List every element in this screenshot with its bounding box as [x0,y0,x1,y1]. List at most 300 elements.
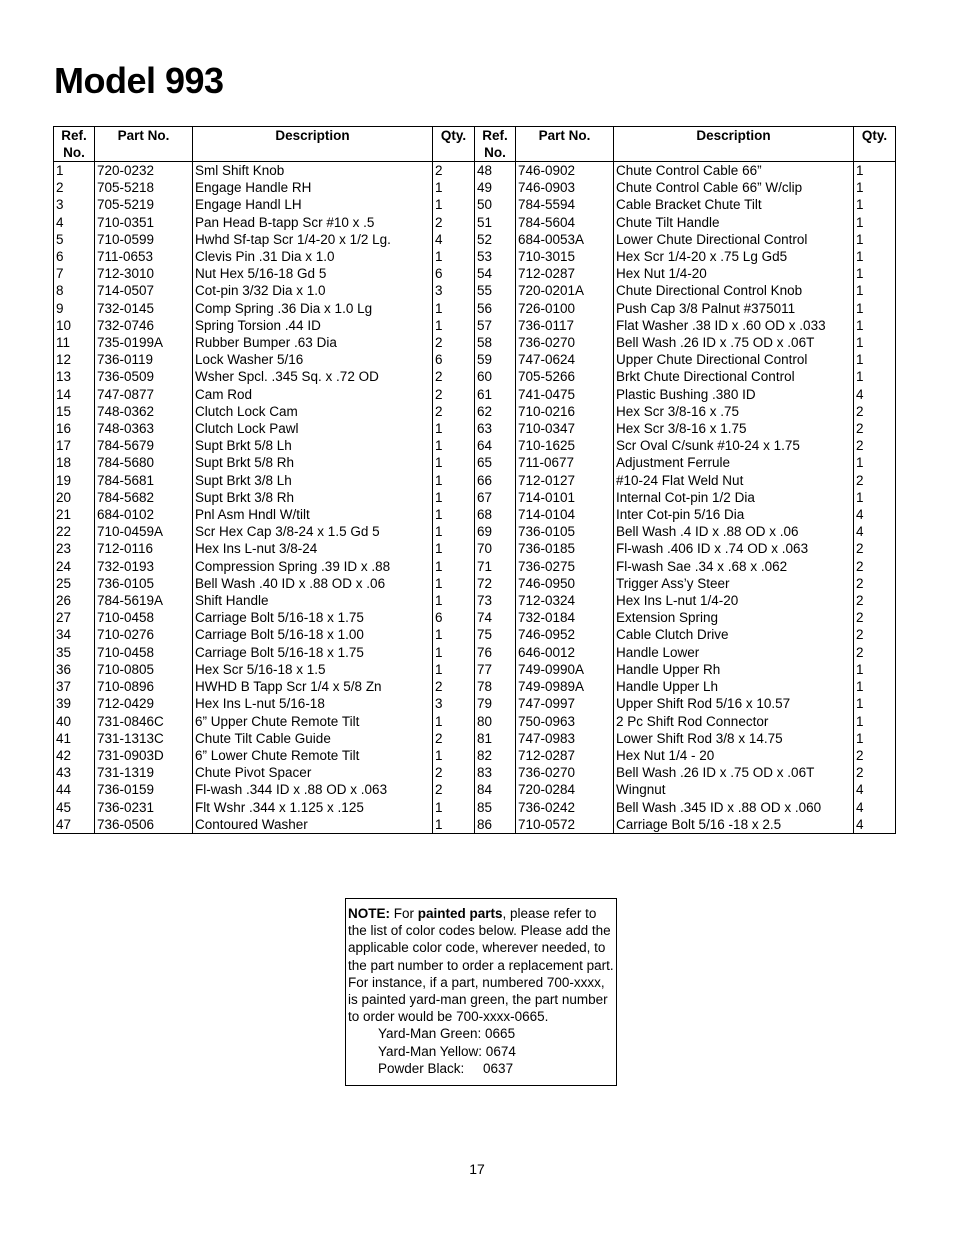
qty-cell: 1 [854,265,896,282]
description-cell: Supt Brkt 5/8 Lh [193,437,433,454]
part-no-cell: 784-5682 [95,489,193,506]
description-cell: Engage Handle RH [193,179,433,196]
qty-cell: 3 [433,695,475,712]
description-cell: Chute Control Cable 66” W/clip [614,179,854,196]
qty-cell: 4 [854,386,896,403]
qty-cell: 1 [433,713,475,730]
description-cell: Plastic Bushing .380 ID [614,386,854,403]
description-cell: Internal Cot-pin 1/2 Dia [614,489,854,506]
table-row [54,351,896,368]
qty-cell: 3 [433,282,475,299]
qty-cell: 1 [854,317,896,334]
qty-cell: 1 [854,368,896,385]
table-row [54,420,896,437]
description-cell: #10-24 Flat Weld Nut [614,472,854,489]
description-cell: Supt Brkt 5/8 Rh [193,454,433,471]
qty-cell: 1 [433,540,475,557]
qty-cell: 1 [433,454,475,471]
qty-cell: 2 [854,764,896,781]
part-no-cell: 749-0990A [516,661,614,678]
part-no-cell: 736-0105 [516,523,614,540]
description-cell: Wsher Spcl. .345 Sq. x .72 OD [193,368,433,385]
table-row [54,282,896,299]
ref-no-cell: 25 [54,575,95,592]
qty-cell: 1 [433,661,475,678]
table-row [54,644,896,661]
description-cell: Lower Chute Directional Control [614,231,854,248]
description-cell: Handle Lower [614,644,854,661]
description-cell: Hex Scr 3/8-16 x .75 [614,403,854,420]
part-no-cell: 710-0458 [95,609,193,626]
part-no-cell: 784-5679 [95,437,193,454]
description-cell: Hwhd Sf-tap Scr 1/4-20 x 1/2 Lg. [193,231,433,248]
description-cell: Clevis Pin .31 Dia x 1.0 [193,248,433,265]
ref-no-cell: 39 [54,695,95,712]
part-no-cell: 732-0184 [516,609,614,626]
ref-no-cell: 55 [475,282,516,299]
description-cell: Carriage Bolt 5/16-18 x 1.75 [193,609,433,626]
part-no-cell: 749-0989A [516,678,614,695]
note-bold-phrase: painted parts [417,906,503,921]
part-no-cell: 731-0903D [95,747,193,764]
part-no-cell: 736-0159 [95,781,193,798]
ref-no-cell: 4 [54,214,95,231]
description-cell: Rubber Bumper .63 Dia [193,334,433,351]
part-no-cell: 736-0119 [95,351,193,368]
part-no-cell: 746-0902 [516,162,614,180]
ref-no-cell: 57 [475,317,516,334]
ref-no-cell: 5 [54,231,95,248]
qty-cell: 2 [854,403,896,420]
part-no-cell: 735-0199A [95,334,193,351]
ref-no-cell: 43 [54,764,95,781]
qty-cell: 2 [433,678,475,695]
table-row [54,300,896,317]
description-cell: Spring Torsion .44 ID [193,317,433,334]
description-cell: Flat Washer .38 ID x .60 OD x .033 [614,317,854,334]
qty-cell: 1 [854,248,896,265]
qty-cell: 2 [854,540,896,557]
qty-cell: 1 [433,420,475,437]
part-no-cell: 748-0363 [95,420,193,437]
ref-no-cell: 64 [475,437,516,454]
ref-no-cell: 10 [54,317,95,334]
ref-no-cell: 74 [475,609,516,626]
description-cell: Clutch Lock Cam [193,403,433,420]
ref-no-cell: 81 [475,730,516,747]
ref-no-cell: 83 [475,764,516,781]
ref-no-cell: 72 [475,575,516,592]
ref-no-cell: 69 [475,523,516,540]
ref-no-cell: 50 [475,196,516,213]
part-no-cell: 714-0101 [516,489,614,506]
ref-no-cell: 6 [54,248,95,265]
description-cell: Cable Bracket Chute Tilt [614,196,854,213]
qty-cell: 1 [433,437,475,454]
table-row [54,816,896,834]
ref-no-cell: 70 [475,540,516,557]
qty-cell: 2 [433,730,475,747]
description-cell: Sml Shift Knob [193,162,433,180]
table-header-row [54,127,896,162]
part-no-cell: 747-0877 [95,386,193,403]
ref-no-cell: 71 [475,558,516,575]
note-lead: For [390,906,418,921]
part-no-cell: 720-0201A [516,282,614,299]
header-qty: Qty. [433,127,475,162]
description-cell: Hex Ins L-nut 3/8-24 [193,540,433,557]
ref-no-cell: 23 [54,540,95,557]
description-cell: Pan Head B-tapp Scr #10 x .5 [193,214,433,231]
part-no-cell: 710-0459A [95,523,193,540]
description-cell: Adjustment Ferrule [614,454,854,471]
part-no-cell: 720-0232 [95,162,193,180]
description-cell: Shift Handle [193,592,433,609]
description-cell: Hex Scr 5/16-18 x 1.5 [193,661,433,678]
table-row [54,334,896,351]
part-no-cell: 712-0324 [516,592,614,609]
description-cell: Bell Wash .345 ID x .88 OD x .060 [614,799,854,816]
qty-cell: 1 [433,317,475,334]
ref-no-cell: 3 [54,196,95,213]
ref-no-cell: 77 [475,661,516,678]
description-cell: Fl-wash .406 ID x .74 OD x .063 [614,540,854,557]
ref-no-cell: 1 [54,162,95,180]
part-no-cell: 710-0599 [95,231,193,248]
part-no-cell: 684-0102 [95,506,193,523]
part-no-cell: 720-0284 [516,781,614,798]
qty-cell: 1 [433,558,475,575]
ref-no-cell: 16 [54,420,95,437]
description-cell: Contoured Washer [193,816,433,834]
part-no-cell: 712-0287 [516,747,614,764]
ref-no-cell: 65 [475,454,516,471]
ref-no-cell: 51 [475,214,516,231]
qty-cell: 2 [854,575,896,592]
qty-cell: 1 [854,162,896,180]
qty-cell: 1 [854,713,896,730]
table-row [54,179,896,196]
qty-cell: 1 [854,454,896,471]
description-cell: Handle Upper Rh [614,661,854,678]
table-row [54,489,896,506]
part-no-cell: 731-0846C [95,713,193,730]
ref-no-cell: 84 [475,781,516,798]
description-cell: 6” Upper Chute Remote Tilt [193,713,433,730]
ref-no-cell: 54 [475,265,516,282]
part-no-cell: 784-5619A [95,592,193,609]
painted-parts-note [345,898,617,1086]
description-cell: Lock Washer 5/16 [193,351,433,368]
header-qty: Qty. [854,127,896,162]
qty-cell: 1 [433,523,475,540]
parts-table [53,126,896,834]
ref-no-cell: 35 [54,644,95,661]
description-cell: Chute Control Cable 66” [614,162,854,180]
qty-cell: 1 [433,300,475,317]
table-row [54,196,896,213]
part-no-cell: 784-5594 [516,196,614,213]
qty-cell: 1 [854,489,896,506]
description-cell: Clutch Lock Pawl [193,420,433,437]
color-code-green: Yard-Man Green: 0665 [378,1026,516,1042]
qty-cell: 1 [433,575,475,592]
table-row [54,781,896,798]
part-no-cell: 736-0275 [516,558,614,575]
table-row [54,214,896,231]
qty-cell: 4 [433,231,475,248]
part-no-cell: 712-0429 [95,695,193,712]
qty-cell: 2 [433,214,475,231]
ref-no-cell: 59 [475,351,516,368]
part-no-cell: 736-0270 [516,334,614,351]
part-no-cell: 747-0624 [516,351,614,368]
ref-no-cell: 78 [475,678,516,695]
qty-cell: 6 [433,351,475,368]
part-no-cell: 736-0509 [95,368,193,385]
qty-cell: 1 [854,661,896,678]
qty-cell: 1 [433,816,475,834]
ref-no-cell: 7 [54,265,95,282]
qty-cell: 1 [433,592,475,609]
part-no-cell: 710-0276 [95,626,193,643]
table-row [54,713,896,730]
part-no-cell: 712-3010 [95,265,193,282]
description-cell: Nut Hex 5/16-18 Gd 5 [193,265,433,282]
ref-no-cell: 60 [475,368,516,385]
description-cell: Handle Upper Lh [614,678,854,695]
description-cell: Bell Wash .26 ID x .75 OD x .06T [614,764,854,781]
ref-no-cell: 44 [54,781,95,798]
qty-cell: 1 [433,626,475,643]
part-no-cell: 732-0746 [95,317,193,334]
description-cell: Fl-wash .344 ID x .88 OD x .063 [193,781,433,798]
part-no-cell: 741-0475 [516,386,614,403]
ref-no-cell: 45 [54,799,95,816]
description-cell: Chute Directional Control Knob [614,282,854,299]
header-ref-no: Ref. No. [54,127,95,162]
qty-cell: 6 [433,609,475,626]
description-cell: Fl-wash Sae .34 x .68 x .062 [614,558,854,575]
ref-no-cell: 42 [54,747,95,764]
ref-no-cell: 68 [475,506,516,523]
ref-no-cell: 58 [475,334,516,351]
description-cell: Compression Spring .39 ID x .88 [193,558,433,575]
description-cell: Chute Tilt Cable Guide [193,730,433,747]
description-cell: Scr Oval C/sunk #10-24 x 1.75 [614,437,854,454]
qty-cell: 1 [854,351,896,368]
description-cell: Bell Wash .26 ID x .75 OD x .06T [614,334,854,351]
qty-cell: 4 [854,816,896,834]
ref-no-cell: 26 [54,592,95,609]
ref-no-cell: 48 [475,162,516,180]
part-no-cell: 712-0116 [95,540,193,557]
qty-cell: 1 [854,334,896,351]
qty-cell: 6 [433,265,475,282]
qty-cell: 2 [433,386,475,403]
ref-no-cell: 15 [54,403,95,420]
part-no-cell: 736-0105 [95,575,193,592]
part-no-cell: 732-0145 [95,300,193,317]
part-no-cell: 747-0997 [516,695,614,712]
description-cell: Hex Ins L-nut 1/4-20 [614,592,854,609]
table-row [54,386,896,403]
description-cell: Bell Wash .4 ID x .88 OD x .06 [614,523,854,540]
ref-no-cell: 41 [54,730,95,747]
table-row [54,472,896,489]
ref-no-cell: 63 [475,420,516,437]
qty-cell: 1 [854,678,896,695]
ref-no-cell: 73 [475,592,516,609]
part-no-cell: 684-0053A [516,231,614,248]
table-row [54,317,896,334]
qty-cell: 2 [854,437,896,454]
qty-cell: 1 [433,179,475,196]
qty-cell: 1 [854,214,896,231]
qty-cell: 1 [854,730,896,747]
part-no-cell: 726-0100 [516,300,614,317]
qty-cell: 4 [854,781,896,798]
table-row [54,695,896,712]
part-no-cell: 736-0506 [95,816,193,834]
table-row [54,558,896,575]
qty-cell: 2 [433,162,475,180]
ref-no-cell: 2 [54,179,95,196]
part-no-cell: 746-0903 [516,179,614,196]
description-cell: Cot-pin 3/32 Dia x 1.0 [193,282,433,299]
qty-cell: 2 [854,747,896,764]
description-cell: Carriage Bolt 5/16 -18 x 2.5 [614,816,854,834]
description-cell: Supt Brkt 3/8 Rh [193,489,433,506]
description-cell: Comp Spring .36 Dia x 1.0 Lg [193,300,433,317]
description-cell: Hex Ins L-nut 5/16-18 [193,695,433,712]
qty-cell: 2 [854,592,896,609]
description-cell: Wingnut [614,781,854,798]
part-no-cell: 747-0983 [516,730,614,747]
description-cell: Brkt Chute Directional Control [614,368,854,385]
part-no-cell: 705-5266 [516,368,614,385]
part-no-cell: 710-3015 [516,248,614,265]
ref-no-cell: 13 [54,368,95,385]
part-no-cell: 784-5680 [95,454,193,471]
table-row [54,747,896,764]
part-no-cell: 731-1313C [95,730,193,747]
part-no-cell: 711-0677 [516,454,614,471]
part-no-cell: 710-1625 [516,437,614,454]
part-no-cell: 646-0012 [516,644,614,661]
ref-no-cell: 18 [54,454,95,471]
description-cell: 6” Lower Chute Remote Tilt [193,747,433,764]
description-cell: Inter Cot-pin 5/16 Dia [614,506,854,523]
ref-no-cell: 62 [475,403,516,420]
ref-no-cell: 14 [54,386,95,403]
description-cell: Lower Shift Rod 3/8 x 14.75 [614,730,854,747]
page-title: Model 993 [54,60,224,101]
qty-cell: 1 [854,179,896,196]
table-row [54,265,896,282]
qty-cell: 2 [854,558,896,575]
page-number: 17 [469,1161,485,1177]
table-row [54,506,896,523]
ref-no-cell: 53 [475,248,516,265]
qty-cell: 1 [433,472,475,489]
qty-cell: 1 [854,282,896,299]
header-part-no: Part No. [516,127,614,162]
qty-cell: 2 [433,334,475,351]
qty-cell: 1 [433,248,475,265]
table-row [54,730,896,747]
description-cell: Cam Rod [193,386,433,403]
qty-cell: 2 [433,781,475,798]
table-row [54,626,896,643]
ref-no-cell: 9 [54,300,95,317]
table-row [54,575,896,592]
ref-no-cell: 20 [54,489,95,506]
table-row [54,231,896,248]
table-row [54,368,896,385]
description-cell: Carriage Bolt 5/16-18 x 1.00 [193,626,433,643]
qty-cell: 4 [854,523,896,540]
qty-cell: 2 [854,472,896,489]
description-cell: Push Cap 3/8 Palnut #375011 [614,300,854,317]
description-cell: Cable Clutch Drive [614,626,854,643]
ref-no-cell: 37 [54,678,95,695]
part-no-cell: 710-0347 [516,420,614,437]
ref-no-cell: 82 [475,747,516,764]
part-no-cell: 784-5681 [95,472,193,489]
qty-cell: 2 [854,609,896,626]
ref-no-cell: 17 [54,437,95,454]
ref-no-cell: 27 [54,609,95,626]
qty-cell: 1 [433,506,475,523]
qty-cell: 2 [433,764,475,781]
qty-cell: 1 [854,300,896,317]
part-no-cell: 710-0805 [95,661,193,678]
table-row [54,661,896,678]
part-no-cell: 732-0193 [95,558,193,575]
part-no-cell: 750-0963 [516,713,614,730]
part-no-cell: 710-0216 [516,403,614,420]
qty-cell: 1 [433,196,475,213]
description-cell: Engage Handl LH [193,196,433,213]
description-cell: Trigger Ass’y Steer [614,575,854,592]
part-no-cell: 748-0362 [95,403,193,420]
color-code-yellow: Yard-Man Yellow: 0674 [378,1043,516,1059]
table-row [54,437,896,454]
ref-no-cell: 86 [475,816,516,834]
header-ref-no: Ref. No. [475,127,516,162]
description-cell: HWHD B Tapp Scr 1/4 x 5/8 Zn [193,678,433,695]
description-cell: Hex Nut 1/4 - 20 [614,747,854,764]
ref-no-cell: 79 [475,695,516,712]
part-no-cell: 731-1319 [95,764,193,781]
table-row [54,678,896,695]
ref-no-cell: 49 [475,179,516,196]
table-row [54,403,896,420]
ref-no-cell: 19 [54,472,95,489]
qty-cell: 2 [854,626,896,643]
part-no-cell: 746-0950 [516,575,614,592]
ref-no-cell: 34 [54,626,95,643]
description-cell: Upper Chute Directional Control [614,351,854,368]
description-cell: Chute Pivot Spacer [193,764,433,781]
description-cell: Hex Scr 1/4-20 x .75 Lg Gd5 [614,248,854,265]
note-label: NOTE: [348,906,390,921]
table-row [54,162,896,180]
table-row [54,609,896,626]
qty-cell: 1 [433,644,475,661]
qty-cell: 1 [433,799,475,816]
